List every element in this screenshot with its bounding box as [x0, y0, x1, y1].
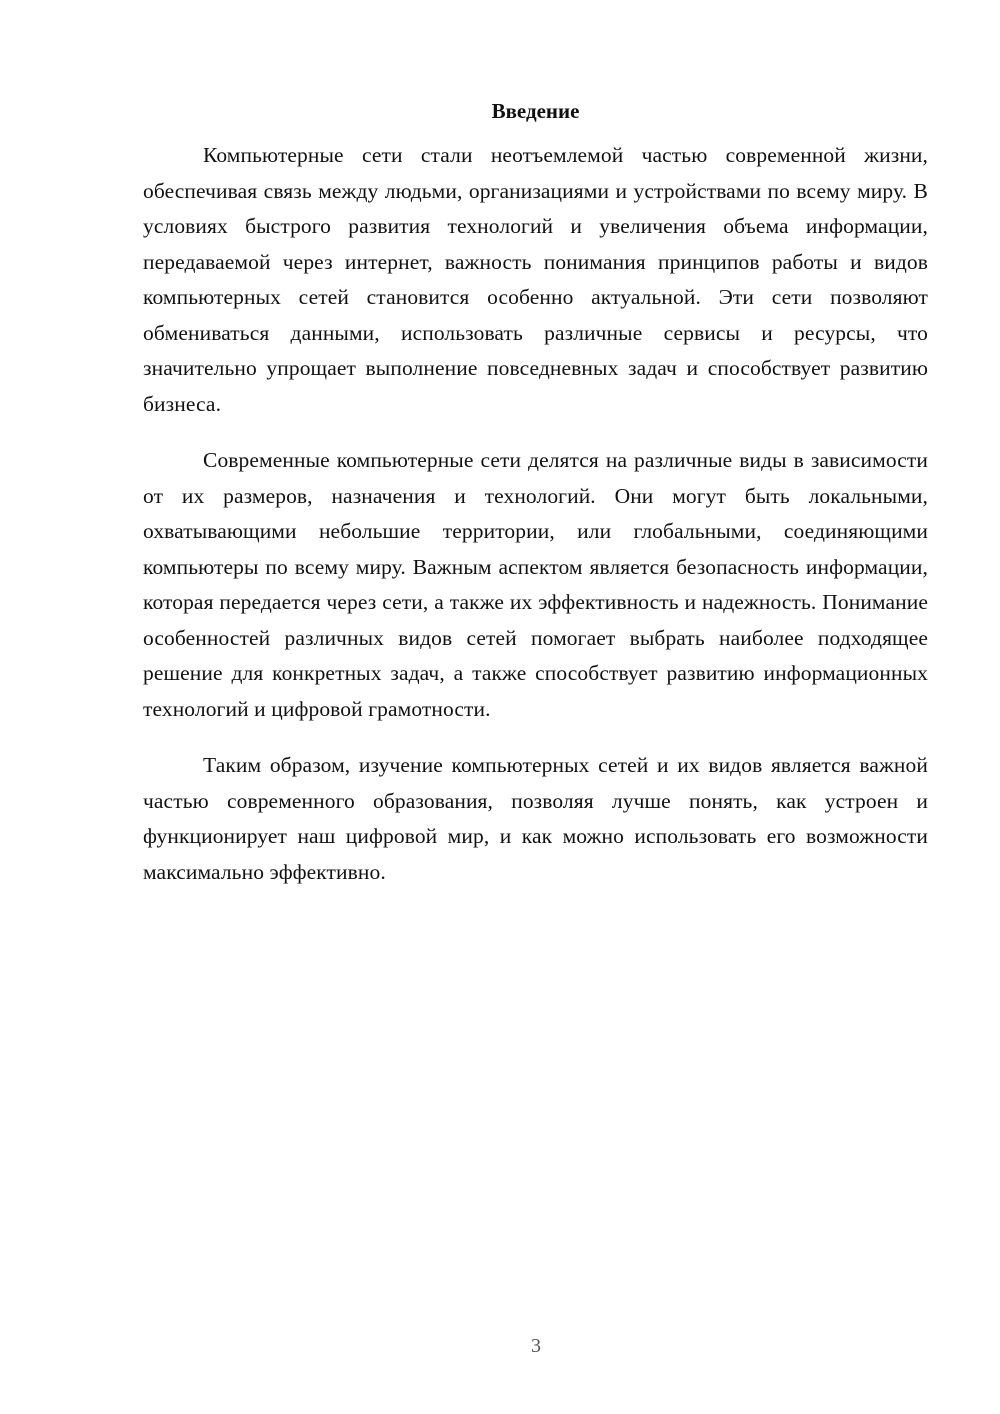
paragraph-3: Таким образом, изучение компьютерных сетей и их видов является важной частью современного образования, позволяя лучше понять, как устроен и функционирует наш цифровой мир, и как можно использовать его возможности максимально эффективно. [143, 753, 928, 884]
paragraph-2: Современные компьютерные сети делятся на различные виды в зависимости от их размеров, назначения и технологий. Они могут быть локальными, охватывающими небольшие территории, или глобальными, соединяющими компьютеры по всему миру. Важным аспектом является безопасность информации, которая передается через сети, а также их эффективность и надежность. Понимание особенностей различных видов сетей помогает выбрать наиболее подходящее решение для конкретных задач, а также способствует развитию информационных технологий и цифровой грамотности. [143, 448, 928, 721]
paragraph-1: Компьютерные сети стали неотъемлемой частью современной жизни, обеспечивая связь между людьми, организациями и устройствами по всему миру. В условиях быстрого развития технологий и увеличения объема информации, передаваемой через интернет, важность понимания принципов работы и видов компьютерных сетей становится особенно актуальной. Эти сети позволяют обмениваться данными, использовать различные сервисы и ресурсы, что значительно упрощает выполнение повседневных задач и способствует развитию бизнеса. [143, 143, 928, 416]
page-number: 3 [531, 1335, 541, 1357]
section-heading: Введение [491, 99, 580, 123]
page-content [143, 96, 928, 911]
